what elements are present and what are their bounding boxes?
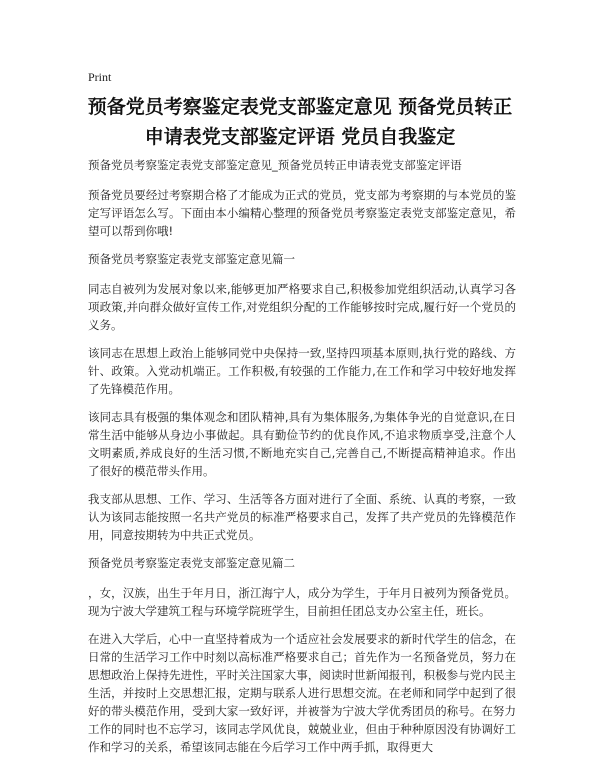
paragraph-intro: 预备党员要经过考察期合格了才能成为正式的党员，党支部为考察期的与本党员的鉴定写评语怎么写。下面由本小编精心整理的预备党员考察鉴定表党支部鉴定意见，希望可以帮到你哦! xyxy=(88,188,516,238)
paragraph: 在进入大学后，心中一直坚持着成为一个适应社会发展要求的新时代学生的信念，在日常的生活学习工作中时刻以高标准严格要求自己；首先作为一名预备党员，努力在思想政治上保持先进性，平时关注国家大事，阅读时世新闻报刊，积极参与党内民主生活，并按时上交思想汇报，定期与联系人进行思想交流。在老师和同学中起到了很好的带头模范作用，受到大家一致好评，并被誉为宁波大学优秀团员的称号。在努力工作的同时也不忘学习，该同志学风优良，兢兢业业，但由于种种原因没有协调好工作和学习的关系，希望该同志能在今后学习工作中两手抓，取得更大 xyxy=(88,632,516,754)
section-heading-one: 预备党员考察鉴定表党支部鉴定意见篇一 xyxy=(88,252,295,266)
section-heading-two: 预备党员考察鉴定表党支部鉴定意见篇二 xyxy=(88,556,295,570)
paragraph: ，女，汉族，出生于年月日，浙江海宁人，成分为学生，于年月日被列为预备党员。现为宁波大学建筑工程与环境学院班学生，目前担任团总支办公室主任，班长。 xyxy=(88,586,516,618)
paragraph: 该同志在思想上政治上能够同党中央保持一致,坚持四项基本原则,执行党的路线、方针、政策。入党动机端正。工作积极,有较强的工作能力,在工作和学习中较好地发挥了先锋模范作用。 xyxy=(88,346,516,396)
paragraph: 该同志具有极强的集体观念和团队精神,具有为集体服务,为集体争光的自觉意识,在日常生活中能够从身边小事做起。具有勤俭节约的优良作风,不追求物质享受,注意个人文明素质,养成良好的生活习惯,不断地充实自己,完善自己,不断提高精神追求。作出了很好的模范带头作用。 xyxy=(88,410,516,478)
print-link[interactable]: Print xyxy=(88,70,112,84)
paragraph: 我支部从思想、工作、学习、生活等各方面对进行了全面、系统、认真的考察，一致认为该同志能按照一名共产党员的标准严格要求自己，发挥了共产党员的先锋模范作用，同意按期转为中共正式党员。 xyxy=(88,492,516,542)
paragraph-subtitle: 预备党员考察鉴定表党支部鉴定意见_预备党员转正申请表党支部鉴定评语 xyxy=(88,158,462,172)
article-body xyxy=(88,156,516,766)
page-title: 预备党员考察鉴定表党支部鉴定意见 预备党员转正申请表党支部鉴定评语 党员自我鉴定 xyxy=(87,96,513,148)
paragraph: 同志自被列为发展对象以来,能够更加严格要求自己,积极参加党组织活动,认真学习各项政策,并向群众做好宣传工作,对党组织分配的工作能够按时完成,履行好一个党员的义务。 xyxy=(88,282,516,332)
